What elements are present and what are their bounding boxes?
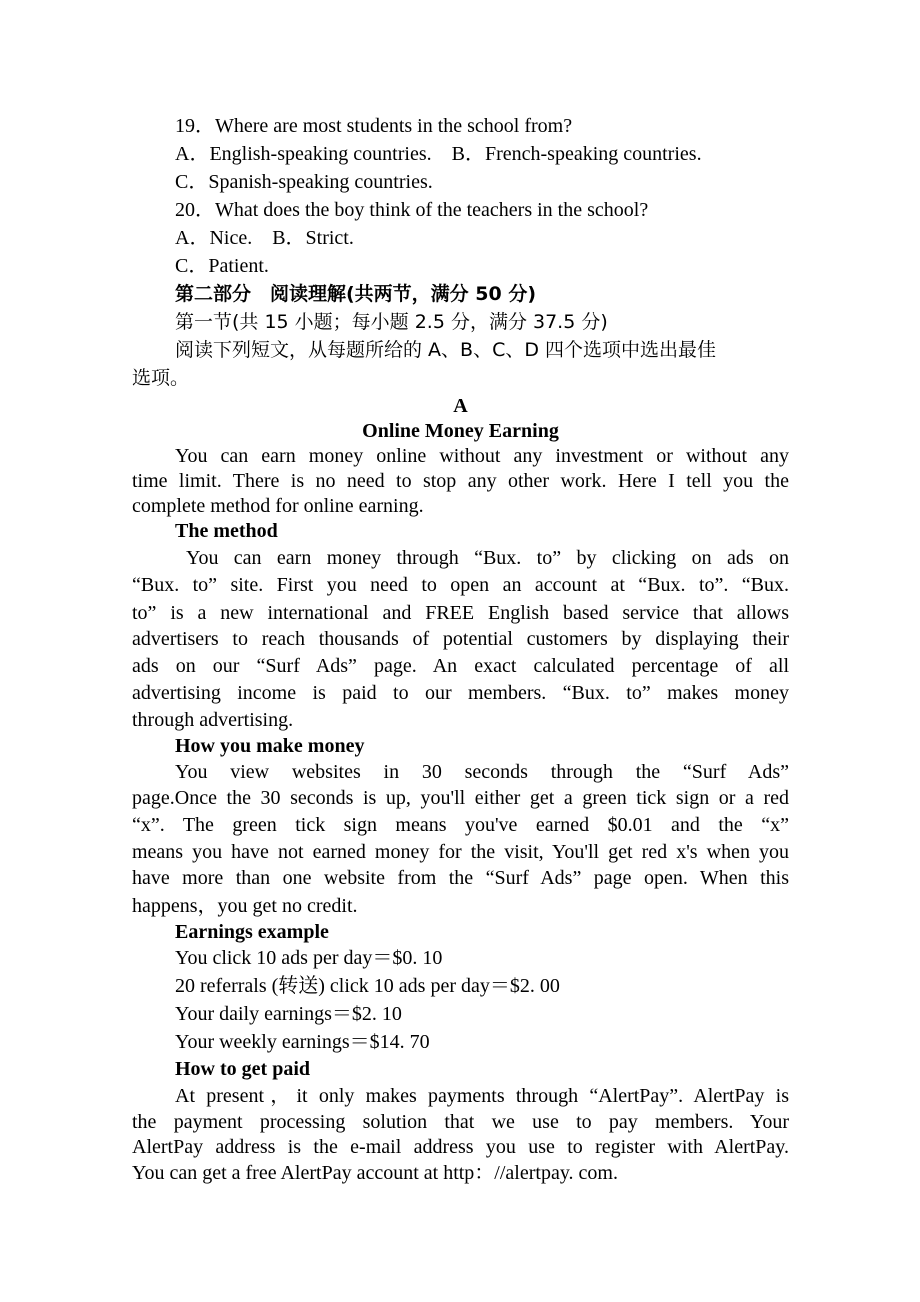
method-line: advertisers to reach thousands of potential customers by displaying their	[132, 628, 789, 650]
method-line: You can earn money through “Bux. to” by clicking on ads on	[186, 547, 789, 569]
how-line: page.Once the 30 seconds is up, you'll either get a green tick sign or a red	[132, 787, 789, 809]
how-line: You view websites in 30 seconds through the “Surf Ads”	[175, 761, 789, 783]
paid-line: You can get a free AlertPay account at http：//alertpay. com.	[132, 1162, 618, 1184]
question-19: 19．Where are most students in the school from?	[175, 115, 573, 137]
paid-heading: How to get paid	[175, 1058, 310, 1080]
question-19-options-ab: A．English-speaking countries. B．French-speaking countries.	[175, 143, 702, 165]
method-line: advertising income is paid to our members. “Bux. to” makes money	[132, 682, 789, 704]
section-heading: 第二部分 阅读理解(共两节，满分 50 分)	[175, 283, 537, 305]
how-line: means you have not earned money for the visit, You'll get red x's when you	[132, 841, 789, 863]
earnings-heading: Earnings example	[175, 921, 329, 943]
paid-line: AlertPay address is the e-mail address you use to register with AlertPay.	[132, 1136, 789, 1158]
method-heading: The method	[175, 520, 278, 542]
method-line: through advertising.	[132, 709, 294, 731]
question-19-option-c: C．Spanish-speaking countries.	[175, 171, 433, 193]
earnings-line: Your weekly earnings＝$14. 70	[175, 1031, 430, 1053]
how-line: “x”. The green tick sign means you've earned $0.01 and the “x”	[132, 814, 789, 836]
passage-label: A	[453, 395, 468, 417]
question-20-option-c: C．Patient.	[175, 255, 269, 277]
earnings-line: You click 10 ads per day＝$0. 10	[175, 947, 443, 969]
how-line: have more than one website from the “Surf Ads” page open. When this	[132, 867, 789, 889]
intro-line: complete method for online earning.	[132, 495, 424, 517]
earnings-line: 20 referrals (转送) click 10 ads per day＝$2. 00	[175, 975, 560, 997]
intro-line: time limit. There is no need to stop any other work. Here I tell you the	[132, 470, 789, 492]
intro-line: You can earn money online without any investment or without any	[175, 445, 789, 467]
how-line: happens，you get no credit.	[132, 895, 358, 917]
instruction-line-1: 阅读下列短文，从每题所给的 A、B、C、D 四个选项中选出最佳	[175, 339, 717, 361]
question-20-options-ab: A．Nice. B．Strict.	[175, 227, 354, 249]
question-20: 20．What does the boy think of the teachers in the school?	[175, 199, 649, 221]
section-subheading: 第一节(共 15 小题；每小题 2.5 分，满分 37.5 分)	[175, 311, 608, 333]
passage-title: Online Money Earning	[362, 420, 559, 442]
how-heading: How you make money	[175, 735, 365, 757]
instruction-line-2: 选项。	[132, 367, 190, 389]
paid-line: At present，it only makes payments through “AlertPay”. AlertPay is	[175, 1085, 789, 1107]
earnings-line: Your daily earnings＝$2. 10	[175, 1003, 402, 1025]
method-line: ads on our “Surf Ads” page. An exact calculated percentage of all	[132, 655, 789, 677]
paid-line: the payment processing solution that we use to pay members. Your	[132, 1111, 789, 1133]
method-line: “Bux. to” site. First you need to open an account at “Bux. to”. “Bux.	[132, 574, 789, 596]
method-line: to” is a new international and FREE English based service that allows	[132, 602, 789, 624]
